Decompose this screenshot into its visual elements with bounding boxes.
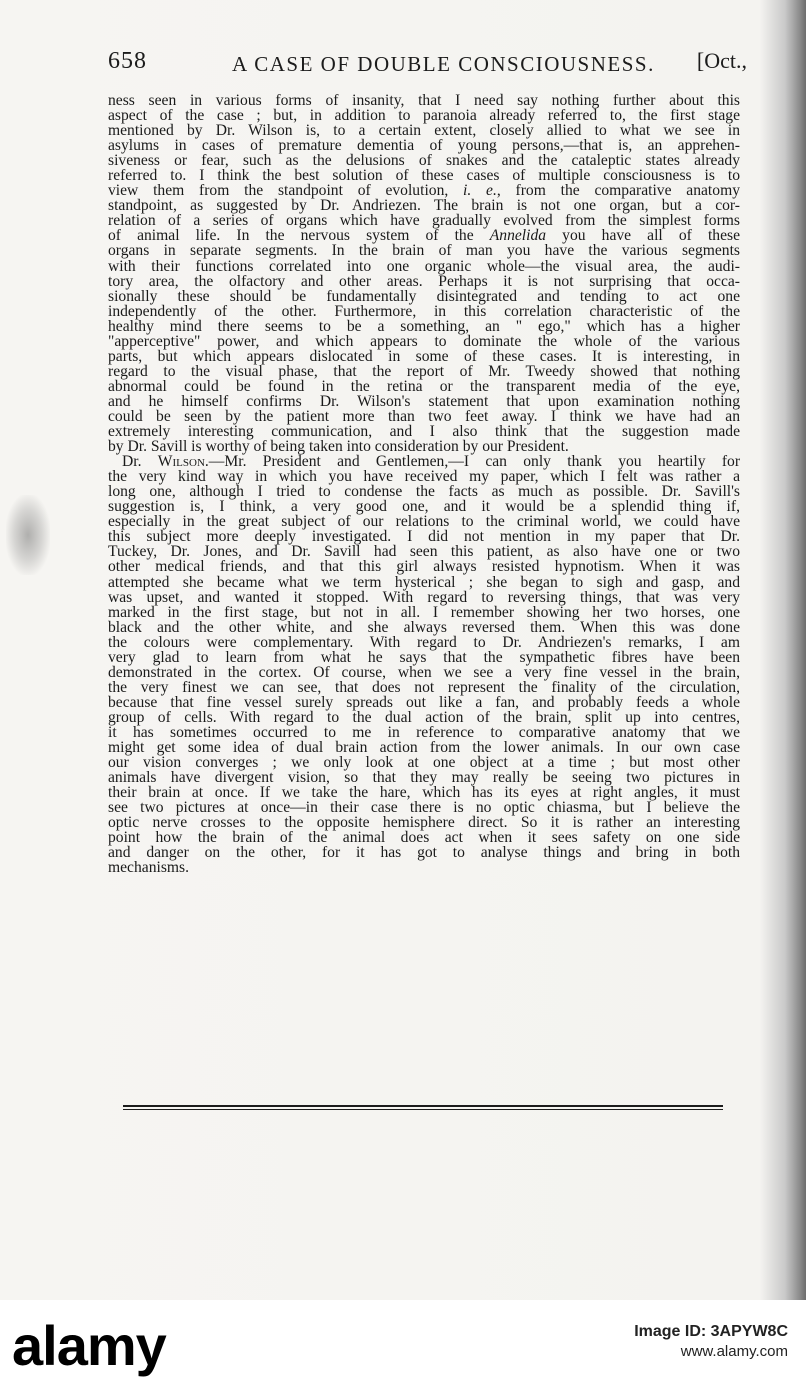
text-line: optic nerve crosses to the opposite hemisphere direct. So it is rather an interesting [108, 814, 740, 832]
text-line: our vision converges ; we only look at one object at a time ; but most other [108, 754, 740, 772]
text-line: of animal life. In the nervous system of the Annelida you have all of these [108, 227, 740, 245]
text-line: organs in separate segments. In the brain of man you have the various segments [108, 242, 740, 260]
text-line: the very finest we can see, that does not represent the finality of the circulation, [108, 678, 740, 696]
text-line: extremely interesting communication, and I also think that the suggestion made [108, 423, 740, 441]
text-line: the very kind way in which you have received my paper, which I felt was rather a [108, 468, 740, 486]
text-line: group of cells. With regard to the dual action of the brain, split up into centres, [108, 708, 740, 726]
text-line: abnormal could be found in the retina or the transparent media of the eye, [108, 377, 740, 395]
text-line: marked in the first stage, but not in all. I remember showing her two horses, one [108, 603, 740, 621]
text-line: asylums in cases of premature dementia of young persons,—that is, an apprehen- [108, 137, 740, 155]
margin-stain [6, 495, 50, 575]
running-date: [Oct., [696, 48, 747, 73]
text-line: Tuckey, Dr. Jones, and Dr. Savill had seen this patient, as also have one or two [108, 543, 740, 561]
text-line: and he himself confirms Dr. Wilson's statement that upon examination nothing [108, 392, 740, 410]
text-line: relation of a series of organs which have gradually evolved from the simplest forms [108, 212, 740, 230]
text-line: aspect of the case ; but, in addition to paranoia already referred to, the first stage [108, 107, 740, 125]
text-line: the colours were complementary. With regard to Dr. Andriezen's remarks, I am [108, 633, 740, 651]
credit-url: www.alamy.com [680, 1343, 788, 1360]
text-line: this subject more deeply investigated. I did not mention in my paper that Dr. [108, 528, 740, 546]
body-text [108, 93, 740, 875]
text-line: especially in the great subject of our relations to the criminal world, we could have [108, 513, 740, 531]
text-line: and danger on the other, for it has got to analyse things and bring in both [108, 844, 740, 862]
text-line: their brain at once. If we take the hare, which has its eyes at right angles, it must [108, 784, 740, 802]
text-line: ness seen in various forms of insanity, that I need say nothing further about this [108, 92, 740, 109]
text-line: suggestion is, I think, a very good one, and it would be a splendid thing if, [108, 498, 740, 516]
text-line: was upset, and wanted it stopped. With regard to reversing things, that was very [108, 588, 740, 606]
text-line: with their functions correlated into one organic whole—the visual area, the audi- [108, 257, 740, 275]
text-line: other medical friends, and that this girl always resisted hypnotism. When it was [108, 558, 740, 576]
image-credit [634, 1322, 788, 1362]
text-line: demonstrated in the cortex. Of course, when we see a very fine vessel in the brain, [108, 663, 740, 681]
alamy-logo: alamy [12, 1314, 166, 1377]
text-line: see two pictures at once—in their case there is no optic chiasma, but I believe the [108, 799, 740, 817]
text-line: could be seen by the patient more than two feet away. I think we have had an [108, 407, 740, 425]
text-line: standpoint, as suggested by Dr. Andriezen. The brain is not one organ, but a cor- [108, 197, 740, 215]
section-rule [123, 1105, 723, 1107]
text-line: tory area, the olfactory and other areas. Perhaps it is not surprising that occa- [108, 272, 740, 290]
section-rule-thin [123, 1109, 723, 1110]
text-line: referred to. I think the best solution of these cases of multiple consciousness is to [108, 167, 740, 185]
text-line: because that fine vessel surely spreads out like a fan, and probably feeds a whole [108, 693, 740, 711]
text-line: regard to the visual phase, that the report of Mr. Tweedy showed that nothing [108, 362, 740, 380]
running-head [108, 46, 747, 82]
text-line: attempted she became what we term hysterical ; she began to sigh and gasp, and [108, 573, 740, 591]
text-line: very glad to learn from what he says that the sympathetic fibres have been [108, 648, 740, 666]
text-line: mentioned by Dr. Wilson is, to a certain extent, closely allied to what we see in [108, 122, 740, 140]
text-line: sionally these should be fundamentally disintegrated and tending to act one [108, 287, 740, 305]
text-line: independently of the other. Furthermore, in this correlation characteristic of the [108, 302, 740, 320]
text-line: black and the other white, and she always reversed them. When this was done [108, 618, 740, 636]
text-line: parts, but which appears dislocated in some of these cases. It is interesting, in [108, 347, 740, 365]
text-line: point how the brain of the animal does act when it sees safety on one side [108, 829, 740, 847]
text-line: "apperceptive" power, and which appears to dominate the whole of the various [108, 332, 740, 350]
text-line: it has sometimes occurred to me in reference to comparative anatomy that we [108, 723, 740, 741]
speaker-paragraph-start: Dr. Wilson.—Mr. President and Gentlemen,—I can only thank you heartily for [122, 453, 741, 471]
text-line: by Dr. Savill is worthy of being taken into consideration by our President. [108, 438, 569, 456]
text-line: mechanisms. [108, 859, 189, 877]
text-line: healthy mind there seems to be a something, an " ego," which has a higher [108, 317, 740, 335]
text-line: long one, although I tried to condense the facts as much as possible. Dr. Savill's [108, 483, 740, 501]
image-id: Image ID: 3APYW8C [634, 1323, 788, 1340]
running-title: A CASE OF DOUBLE CONSCIOUSNESS. [232, 52, 655, 76]
text-line: might get some idea of dual brain action from the lower animals. In our own case [108, 739, 740, 757]
page-number: 658 [108, 48, 147, 74]
text-line: siveness or fear, such as the delusions of snakes and the cataleptic states already [108, 152, 740, 170]
text-line: view them from the standpoint of evolution, i. e., from the comparative anatomy [108, 182, 740, 200]
text-line: animals have divergent vision, so that they may really be seeing two pictures in [108, 769, 740, 787]
